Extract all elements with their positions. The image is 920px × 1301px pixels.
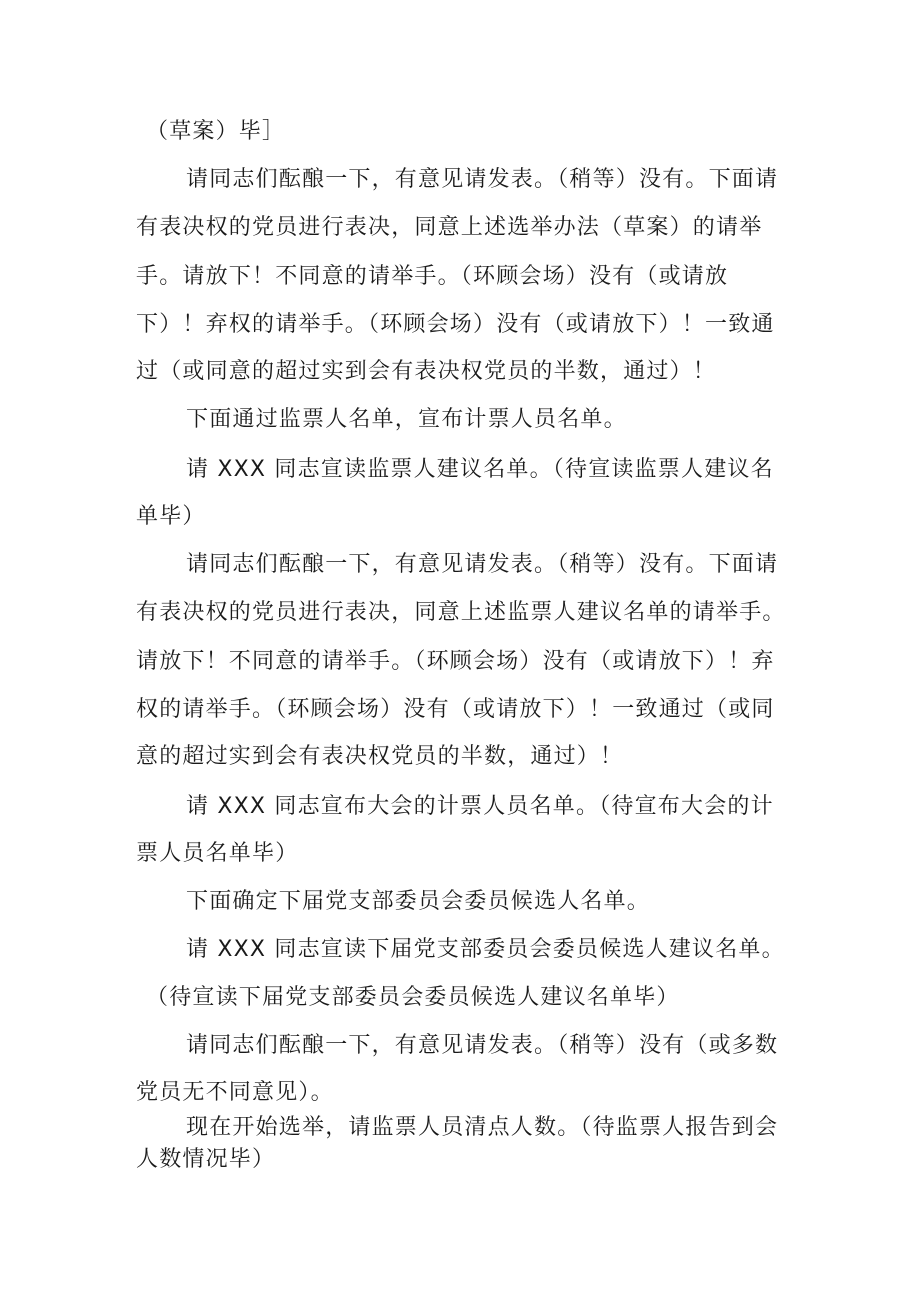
paragraph-line: 请 XXX 同志宣布大会的计票人员名单。（待宣布大会的计	[186, 794, 774, 819]
text-line: 请放下！不同意的请举手。（环顾会场）没有（或请放下）！弃	[136, 649, 775, 674]
text-line: 人数情况毕）	[136, 1147, 276, 1172]
paragraph-line: 下面通过监票人名单，宣布计票人员名单。	[186, 407, 627, 432]
text-line: 过（或同意的超过实到会有表决权党员的半数，通过）！	[136, 359, 717, 384]
text-line: 有表决权的党员进行表决，同意上述监票人建议名单的请举手。	[136, 600, 786, 625]
text-line: 权的请举手。（环顾会场）没有（或请放下）！一致通过（或同	[136, 697, 775, 722]
text-line: 手。请放下！不同意的请举手。（环顾会场）没有（或请放	[136, 264, 729, 289]
text-line: 有表决权的党员进行表决，同意上述选举办法（草案）的请举	[136, 215, 763, 240]
text-line: 下）！弃权的请举手。（环顾会场）没有（或请放下）！一致通	[136, 312, 775, 337]
text-line: 党员无不同意见）。	[136, 1080, 334, 1105]
paragraph-line: 请 XXX 同志宣读下届党支部委员会委员候选人建议名单。	[186, 937, 785, 962]
paragraph-line: 现在开始选举，请监票人员清点人数。（待监票人报告到会	[186, 1115, 779, 1140]
paragraph-line: 下面确定下届党支部委员会委员候选人名单。	[186, 889, 651, 914]
paragraph-line: 请 XXX 同志宣读监票人建议名单。（待宣读监票人建议名	[186, 457, 774, 482]
text-line: 意的超过实到会有表决权党员的半数，通过）！	[136, 744, 624, 769]
paragraph-line: 请同志们酝酿一下，有意见请发表。（稍等）没有（或多数	[186, 1033, 779, 1058]
text-line: 票人员名单毕）	[136, 841, 299, 866]
text-line: （待宣读下届党支部委员会委员候选人建议名单毕）	[146, 985, 680, 1010]
paragraph-line: 请同志们酝酿一下，有意见请发表。（稍等）没有。下面请	[186, 552, 779, 577]
paragraph-line: 请同志们酝酿一下，有意见请发表。（稍等）没有。下面请	[186, 167, 779, 192]
text-line: 单毕）	[136, 504, 206, 529]
text-line: （草案）毕］	[146, 119, 286, 144]
